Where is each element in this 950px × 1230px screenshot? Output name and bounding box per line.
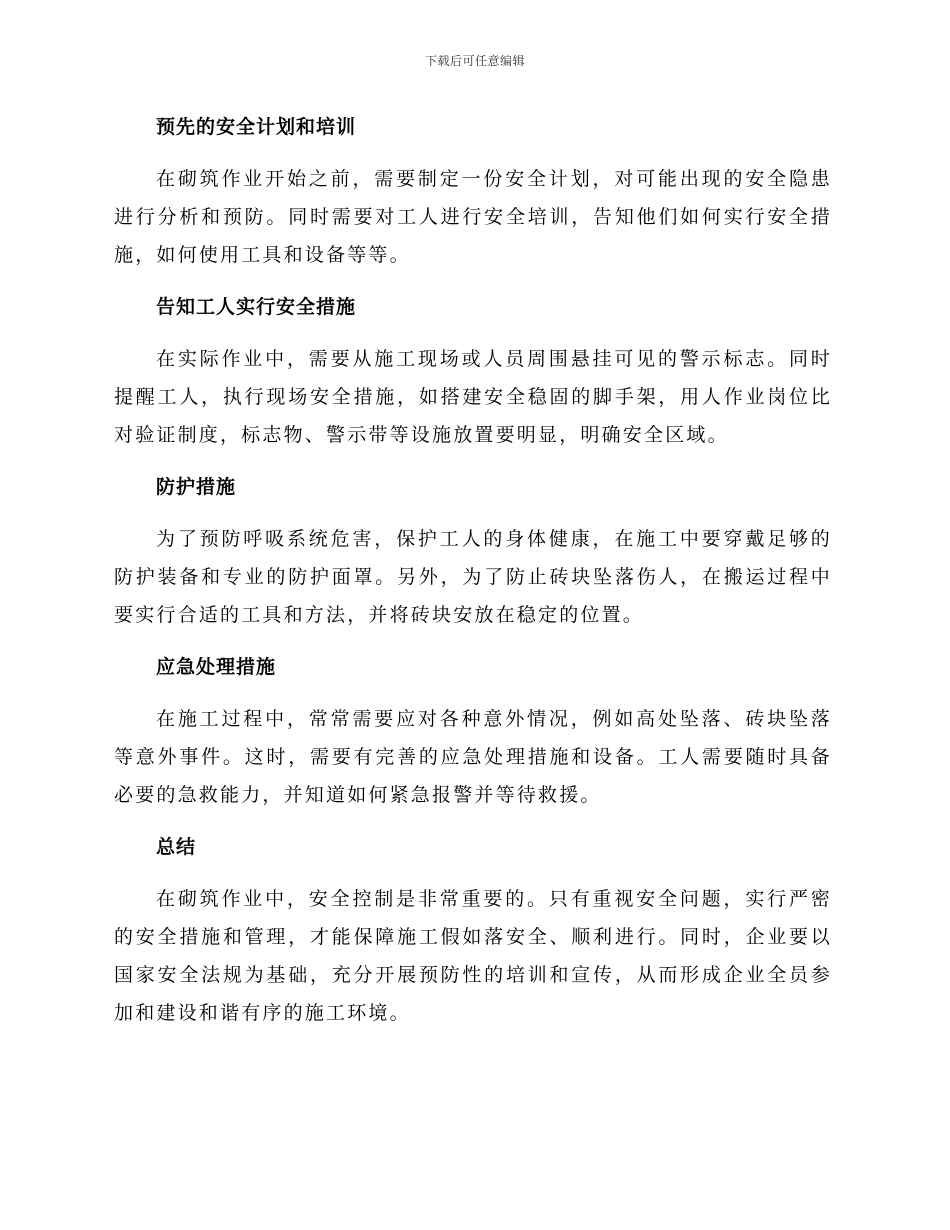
header-note: 下载后可任意编辑 bbox=[424, 54, 525, 68]
section-heading: 预先的安全计划和培训 bbox=[156, 116, 357, 138]
section-heading: 防护措施 bbox=[156, 476, 237, 498]
section-paragraph: 为了预防呼吸系统危害，保护工人的身体健康，在施工中要穿戴足够的防护装备和专业的防护面罩。另外，为了防止砖块坠落伤人，在搬运过程中要实行合适的工具和方法，并将砖块安放在稳定的位置。 bbox=[114, 528, 832, 626]
section-paragraph: 在砌筑作业中，安全控制是非常重要的。只有重视安全问题，实行严密的安全措施和管理，才能保障施工假如落安全、顺利进行。同时，企业要以国家安全法规为基础，充分开展预防性的培训和宣传，从而形成企业全员参加和建设和谐有序的施工环境。 bbox=[114, 888, 832, 1024]
section-emergency-measures bbox=[114, 648, 832, 814]
section-heading: 应急处理措施 bbox=[156, 656, 277, 678]
section-protective-measures bbox=[114, 468, 832, 634]
section-summary bbox=[114, 828, 832, 1032]
section-safety-plan-training bbox=[114, 108, 832, 274]
section-paragraph: 在实际作业中，需要从施工现场或人员周围悬挂可见的警示标志。同时提醒工人，执行现场安全措施，如搭建安全稳固的脚手架，用人作业岗位比对验证制度，标志物、警示带等设施放置要明显，明确安全区域。 bbox=[114, 348, 832, 446]
section-paragraph: 在施工过程中，常常需要应对各种意外情况，例如高处坠落、砖块坠落等意外事件。这时，需要有完善的应急处理措施和设备。工人需要随时具备必要的急救能力，并知道如何紧急报警并等待救援。 bbox=[114, 708, 832, 806]
section-heading: 告知工人实行安全措施 bbox=[156, 296, 357, 318]
section-paragraph: 在砌筑作业开始之前，需要制定一份安全计划，对可能出现的安全隐患进行分析和预防。同时需要对工人进行安全培训，告知他们如何实行安全措施，如何使用工具和设备等等。 bbox=[114, 168, 832, 266]
section-heading: 总结 bbox=[156, 836, 197, 858]
document-body bbox=[114, 108, 832, 1046]
section-inform-workers bbox=[114, 288, 832, 454]
